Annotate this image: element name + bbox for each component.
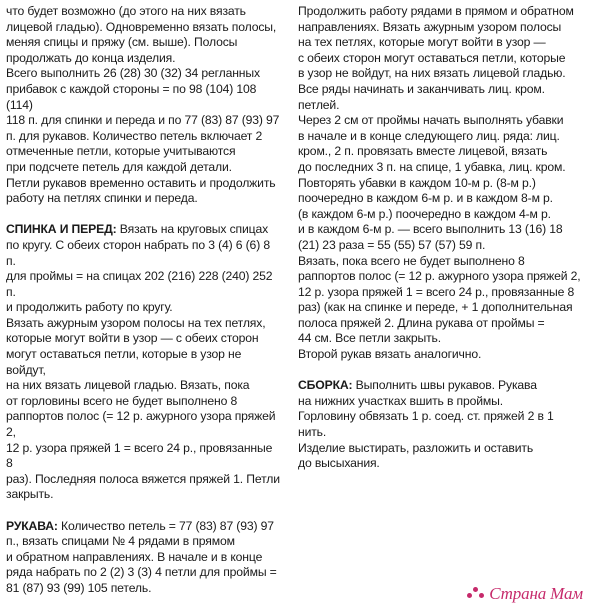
paragraph: что будет возможно (до этого на них вязать лицевой гладью). Одновременно вязать полосы, меняя спицы и пряжу (см. выше). Полосы продолжать до конца изделия. bbox=[6, 4, 277, 65]
section-text: Вязать на круговых спицах по кругу. С обеих сторон набрать по 3 (4) 6 (6) 8 п. для проймы = на спицах 202 (216) 228 (240) 252 п. и продолжить работу по кругу. bbox=[6, 222, 273, 315]
paragraph: Вязать, пока всего не будет выполнено 8 раппортов полос (= 12 р. ажурного узора пряжей 2, 12 р. узора пряжей 1 = всего 24 р., провязанные 8 раз) (как на спинке и переде, + 1 дополнительная полоса пряжей 2. Длина рукава от проймы = 44 см. Все петли закрыть. bbox=[298, 253, 581, 346]
site-watermark bbox=[467, 586, 583, 602]
paragraph: Петли рукавов временно оставить и продолжить работу на петлях спинки и переда. bbox=[6, 175, 276, 206]
dots-icon bbox=[467, 587, 487, 601]
paragraph-gap bbox=[6, 207, 282, 223]
left-column bbox=[6, 4, 282, 597]
section-text: Выполнить швы рукавов. Рукава на нижних участках вшить в проймы. Горловину обвязать 1 р. соед. ст. пряжей 2 в 1 нить. bbox=[298, 378, 554, 440]
section-assembly bbox=[298, 378, 584, 440]
section-heading: СПИНКА И ПЕРЕД: bbox=[6, 222, 117, 237]
paragraph: Второй рукав вязать аналогично. bbox=[298, 347, 482, 362]
paragraph: Изделие выстирать, разложить и оставить до высыхания. bbox=[298, 440, 534, 471]
right-column bbox=[298, 4, 584, 472]
paragraph: Продолжить работу рядами в прямом и обратном направлениях. Вязать ажурным узором полосы на тех петлях, которые могут войти в узор — с обеих сторон могут оставаться петли, которые в узор не войдут, на них вязать лицевой гладью. Все ряды начинать и заканчивать лиц. кром. петлей. bbox=[298, 4, 574, 112]
paragraph: Вязать ажурным узором полосы на тех петлях, которые могут войти в узор — с обеих сторон могут оставаться петли, которые в узор не войдут, на них вязать лицевой гладью. Вязать, пока от горловины всего не будет выполнено 8 раппортов полос (= 12 р. ажурного узора пряжей 2, 12 р. узора пряжей 1 = всего 24 р., провязанные 8 раз). Последняя полоса вяжется пряжей 1. Петли закрыть. bbox=[6, 315, 280, 502]
section-heading: СБОРКА: bbox=[298, 378, 353, 393]
section-back-front bbox=[6, 222, 282, 316]
paragraph-gap bbox=[298, 363, 584, 379]
section-text: Количество петель = 77 (83) 87 (93) 97 п., вязать спицами № 4 рядами в прямом и обратном направлениях. В начале и в конце ряда набрать по 2 (2) 3 (3) 4 петли для проймы = 81 (87) 93 (99) 105 петель. bbox=[6, 518, 277, 595]
section-sleeves bbox=[6, 519, 282, 597]
paragraph: Через 2 см от проймы начать выполнять убавки в начале и в конце следующего лиц. ряда: лиц. кром., 2 п. провязать вместе лицевой, вязать до последних 3 п. на спице, 1 убавка, лиц. кром. Повторять убавки в каждом 10-м р. (8-м р.) поочередно в каждом 6-м р. и в каждом 8-м р. (в каждом 6-м р.) поочередно в каждом 4-м р. и в каждом 6-м р. — всего выполнить 13 (16) 18 (21) 23 раза = 55 (55) 57 (57) 59 п. bbox=[298, 113, 566, 252]
paragraph-gap bbox=[6, 503, 282, 519]
section-heading: РУКАВА: bbox=[6, 518, 58, 533]
paragraph: Всего выполнить 26 (28) 30 (32) 34 регланных прибавок с каждой стороны = по 98 (104) 108 (114) 118 п. для спинки и переда и по 77 (83) 87 (93) 97 п. для рукавов. Количество петель включает 2 отмеченные петли, которые учитываются при подсчете петель для каждой детали. bbox=[6, 66, 280, 174]
watermark-text: Страна Мам bbox=[489, 584, 583, 604]
